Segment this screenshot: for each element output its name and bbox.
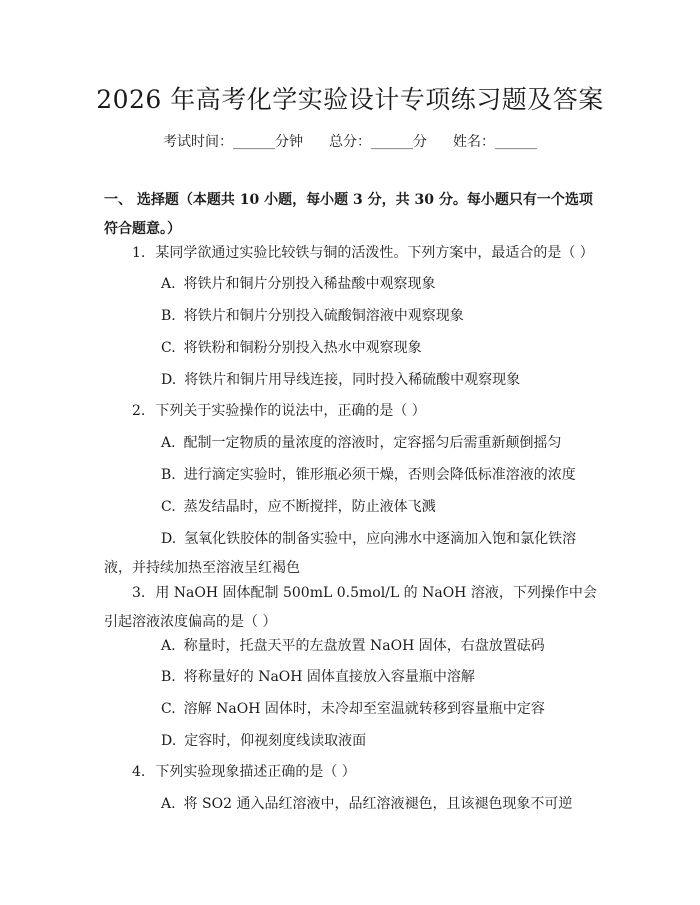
option-label: A. [161, 276, 176, 292]
student-name-field: 姓名：______ [453, 134, 537, 150]
total-score-field: 总分：______分 [329, 134, 427, 150]
option-text: 将 SO2 通入品红溶液中，品红溶液褪色，且该褪色现象不可逆 [183, 796, 573, 812]
option-text: 进行滴定实验时，锥形瓶必须干燥，否则会降低标准溶液的浓度 [183, 467, 576, 483]
option-item [104, 493, 600, 522]
option-label: C. [161, 499, 176, 515]
option-text: 配制一定物质的量浓度的溶液时，定容摇匀后需重新颠倒摇匀 [183, 435, 562, 451]
question-text: 下列关于实验操作的说法中，正确的是（ ） [155, 403, 426, 419]
question-stem [104, 579, 600, 637]
question-number: 3. [132, 585, 146, 601]
option-text: 蒸发结晶时，应不断搅拌，防止液体飞溅 [183, 499, 436, 515]
question-text: 用 NaOH 固体配制 500mL 0.5mol/L 的 NaOH 溶液，下列操作中会引起溶液浓度偏高的是（ ） [104, 585, 597, 630]
option-item [104, 525, 600, 583]
question-number: 4. [132, 764, 146, 780]
option-item [104, 727, 600, 756]
option-label: A. [161, 796, 176, 812]
option-item [104, 429, 600, 458]
option-text: 将铁片和铜片分别投入稀盐酸中观察现象 [183, 276, 436, 292]
option-label: C. [161, 340, 176, 356]
option-text: 将铁粉和铜粉分别投入热水中观察现象 [183, 340, 422, 356]
option-item [104, 632, 600, 661]
question-number: 2. [132, 403, 146, 419]
option-item [104, 302, 600, 331]
section-heading: 一、 选择题（本题共 10 小题，每小题 3 分，共 30 分。每小题只有一个选项符合题意。） [104, 192, 593, 237]
question-stem [104, 397, 600, 426]
option-text: 定容时，仰视刻度线读取液面 [184, 733, 367, 749]
option-text: 溶解 NaOH 固体时，未冷却至室温就转移到容量瓶中定容 [183, 701, 545, 717]
option-item [104, 334, 600, 363]
exam-time-field: 考试时间：______分钟 [163, 134, 303, 150]
option-text: 将称量好的 NaOH 固体直接放入容量瓶中溶解 [183, 669, 475, 685]
option-item [104, 366, 600, 395]
question-stem [104, 239, 600, 268]
question-stem [104, 758, 600, 787]
option-item [104, 663, 600, 692]
option-label: C. [161, 701, 176, 717]
option-item [104, 461, 600, 490]
option-label: D. [161, 372, 177, 388]
option-text: 称量时，托盘天平的左盘放置 NaOH 固体，右盘放置砝码 [183, 638, 545, 654]
option-text: 将铁片和铜片分别投入硫酸铜溶液中观察现象 [183, 308, 464, 324]
question-text: 下列实验现象描述正确的是（ ） [155, 764, 356, 780]
option-text: 氢氧化铁胶体的制备实验中，应向沸水中逐滴加入饱和氯化铁溶液，并持续加热至溶液呈红褐色 [104, 531, 577, 576]
option-label: B. [161, 669, 176, 685]
option-label: B. [161, 467, 176, 483]
document-title: 2026 年高考化学实验设计专项练习题及答案 [96, 85, 604, 114]
option-label: D. [161, 733, 177, 749]
option-text: 将铁片和铜片用导线连接，同时投入稀硫酸中观察现象 [184, 372, 521, 388]
exam-info-line [0, 131, 700, 151]
option-label: D. [161, 531, 177, 547]
option-label: B. [161, 308, 176, 324]
option-item [104, 790, 600, 819]
option-label: A. [161, 638, 176, 654]
question-text: 某同学欲通过实验比较铁与铜的活泼性。下列方案中，最适合的是（ ） [155, 245, 594, 261]
question-number: 1. [132, 245, 146, 261]
option-label: A. [161, 435, 176, 451]
option-item [104, 695, 600, 724]
option-item [104, 270, 600, 299]
